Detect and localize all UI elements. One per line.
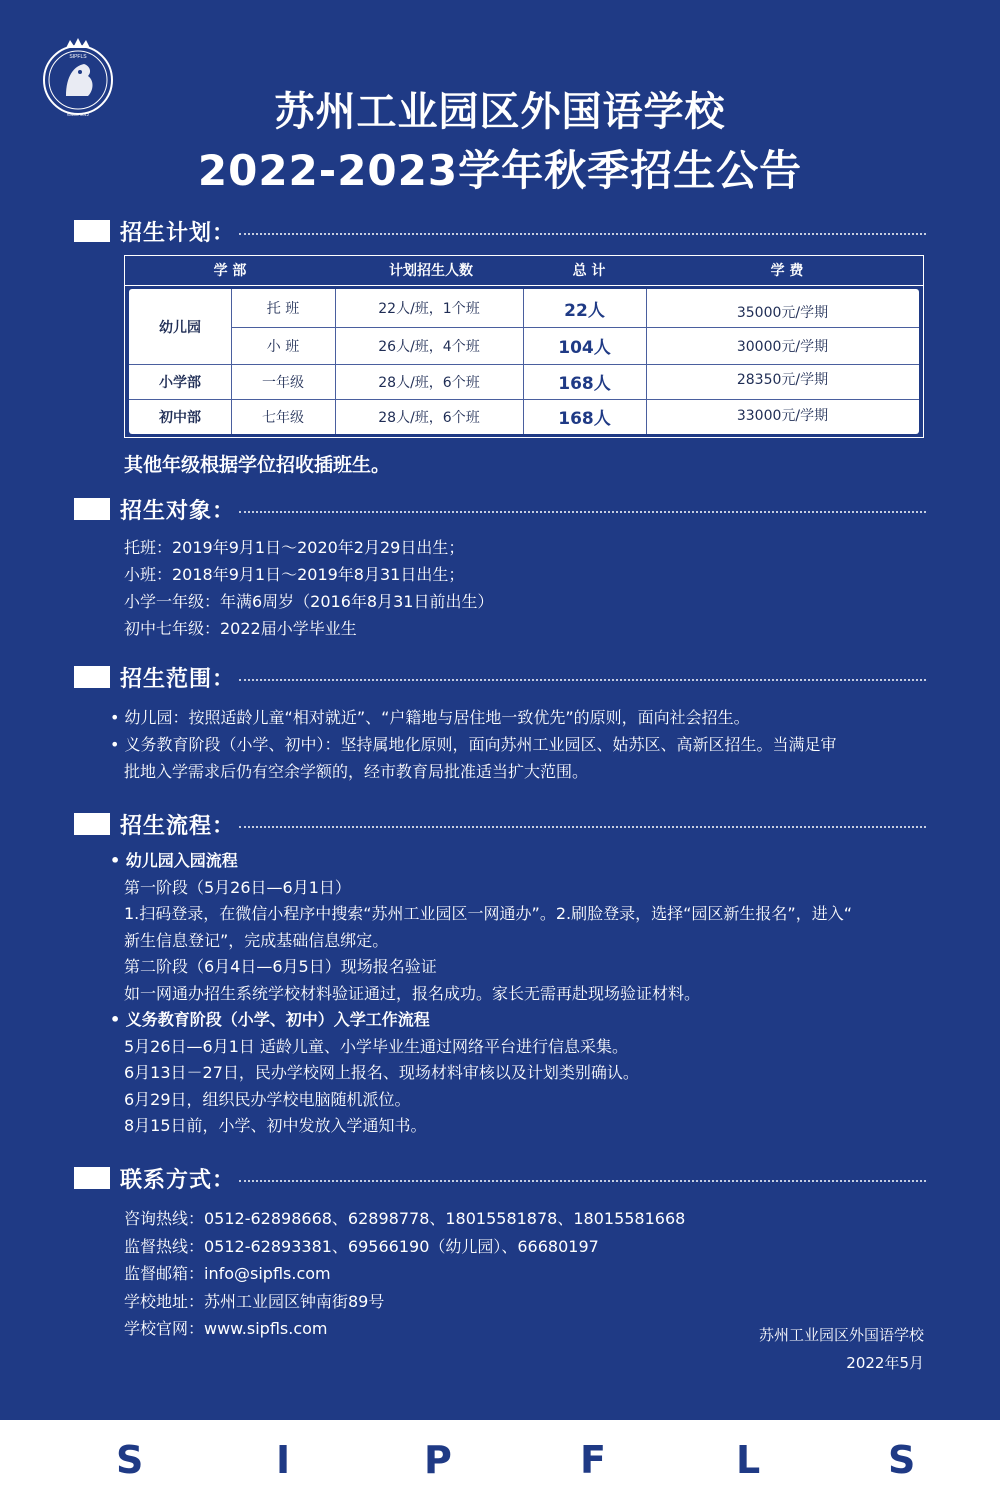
section-title: 招生计划：	[120, 220, 236, 246]
footer-letter: F	[580, 1438, 606, 1482]
process-line: 新生信息登记”，完成基础信息绑定。	[124, 930, 389, 950]
section-marker	[74, 220, 110, 242]
table-body	[129, 289, 919, 434]
scope-line: • 幼儿园：按照适龄儿童“相对就近”、“户籍地与居住地一致优先”的原则，面向社会招生。	[110, 708, 750, 727]
section-marker	[74, 498, 110, 520]
list-item: 初中七年级：2022届小学毕业生	[124, 619, 357, 638]
dotted-divider	[239, 233, 926, 235]
footer-letter: S	[888, 1438, 916, 1482]
footer-letter: P	[424, 1438, 452, 1482]
section-title: 招生对象：	[120, 498, 236, 524]
table-header	[125, 256, 923, 286]
svg-text:SINCE 2012: SINCE 2012	[66, 112, 90, 117]
dept-kindergarten: 幼儿园	[159, 319, 201, 336]
total-cell: 22人	[564, 300, 605, 321]
grade-cell: 七年级	[262, 409, 304, 426]
fee-cell: 35000元/学期	[736, 305, 829, 321]
list-item: 托班：2019年9月1日～2020年2月29日出生；	[124, 538, 465, 557]
process-compulsory-title: • 义务教育阶段（小学、初中）入学工作流程	[110, 1010, 430, 1029]
section-title: 招生范围：	[120, 666, 236, 692]
page-subtitle: 2022-2023学年秋季招生公告	[197, 146, 803, 195]
total-cell: 168人	[558, 374, 611, 394]
section-header-scope	[74, 661, 926, 693]
dotted-divider	[239, 1180, 926, 1182]
footer-letter: I	[276, 1438, 291, 1482]
plan-cell: 28人/班，6个班	[378, 409, 480, 426]
grade-cell: 托 班	[266, 301, 300, 317]
plan-cell: 22人/班，1个班	[378, 301, 480, 317]
enrollment-plan-table	[124, 255, 924, 438]
list-item: 小班：2018年9月1日～2019年8月31日出生；	[124, 565, 465, 584]
section-marker	[74, 666, 110, 688]
process-line: 5月26日—6月1日 适龄儿童、小学毕业生通过网络平台进行信息采集。	[124, 1036, 628, 1056]
section-header-process	[74, 808, 926, 840]
section-title: 招生流程：	[120, 813, 236, 839]
footer-letter: L	[736, 1438, 761, 1482]
fee-cell: 28350元/学期	[736, 371, 829, 388]
table-note: 其他年级根据学位招收插班生。	[124, 454, 391, 476]
scope-line: • 义务教育阶段（小学、初中）：坚持属地化原则，面向苏州工业园区、姑苏区、高新区招生。当满足审	[110, 735, 837, 754]
signature-school: 苏州工业园区外国语学校	[758, 1326, 924, 1344]
target-list	[124, 534, 493, 642]
dotted-divider	[239, 679, 926, 681]
process-line: 6月13日－27日，民办学校网上报名、现场材料审核以及计划类别确认。	[124, 1063, 639, 1082]
process-line: 第二阶段（6月4日—6月5日）现场报名验证	[124, 957, 437, 976]
contact-address: 学校地址：苏州工业园区钟南街89号	[124, 1291, 385, 1311]
dotted-divider	[239, 511, 926, 513]
fee-cell: 33000元/学期	[736, 407, 829, 424]
scope-text	[110, 704, 930, 785]
dept-primary: 小学部	[159, 374, 201, 391]
plan-cell: 28人/班，6个班	[378, 374, 480, 391]
header-total: 总 计	[572, 263, 606, 279]
total-cell: 168人	[558, 409, 611, 429]
section-header-target	[74, 493, 926, 525]
dept-middle: 初中部	[159, 409, 201, 426]
header-plan: 计划招生人数	[389, 263, 473, 279]
grade-cell: 一年级	[262, 374, 304, 391]
contact-website: 学校官网：www.sipfls.com	[124, 1319, 328, 1338]
scope-line: 批地入学需求后仍有空余学额的，经市教育局批准适当扩大范围。	[124, 762, 589, 781]
section-title: 联系方式：	[120, 1167, 236, 1193]
header-dept: 学 部	[213, 263, 247, 279]
page-title: 苏州工业园区外国语学校	[274, 89, 726, 135]
section-header-contact	[74, 1162, 926, 1194]
total-cell: 104人	[558, 338, 611, 358]
process-line: 1.扫码登录，在微信小程序中搜索“苏州工业园区一网通办”。2.刷脸登录，选择“园区新生报名”，进入“	[124, 904, 852, 923]
grade-cell: 小 班	[266, 338, 300, 355]
contact-list	[124, 1205, 685, 1343]
contact-hotline: 咨询热线：0512-62898668、62898778、18015581878、18015581668	[124, 1209, 686, 1228]
contact-supervision: 监督热线：0512-62893381、69566190（幼儿园）、66680197	[124, 1236, 599, 1256]
process-line: 8月15日前，小学、初中发放入学通知书。	[124, 1116, 427, 1135]
section-header-plan	[74, 215, 926, 247]
contact-email: 监督邮箱：info@sipfls.com	[124, 1264, 331, 1283]
process-line: 如一网通办招生系统学校材料验证通过，报名成功。家长无需再赴现场验证材料。	[124, 983, 701, 1003]
process-line: 第一阶段（5月26日—6月1日）	[124, 877, 351, 897]
header-fee: 学 费	[770, 263, 804, 279]
fee-cell: 30000元/学期	[736, 338, 829, 355]
process-kindergarten-title: • 幼儿园入园流程	[110, 851, 238, 870]
footer-letter: S	[116, 1438, 144, 1482]
section-marker	[74, 1167, 110, 1189]
process-line: 6月29日，组织民办学校电脑随机派位。	[124, 1089, 411, 1109]
list-item: 小学一年级：年满6周岁（2016年8月31日前出生）	[124, 592, 494, 611]
dotted-divider	[239, 826, 926, 828]
section-marker	[74, 813, 110, 835]
footer-band	[0, 1420, 1000, 1500]
process-text	[110, 848, 940, 1140]
signature-date: 2022年5月	[846, 1354, 924, 1372]
plan-cell: 26人/班，4个班	[378, 338, 480, 355]
svg-text:SIPFLS: SIPFLS	[69, 54, 87, 60]
